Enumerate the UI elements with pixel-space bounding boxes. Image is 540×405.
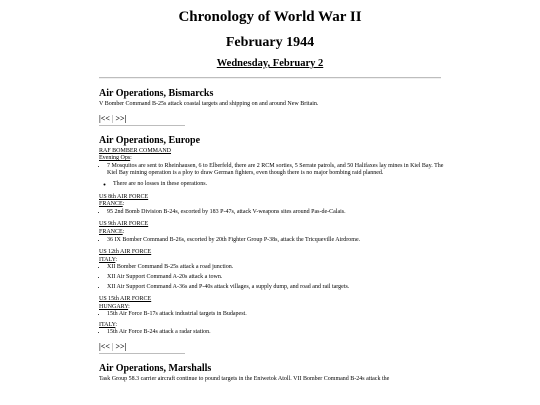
section-text: V Bomber Command B-25s attack coastal targets and shipping on and around New Britain. (99, 101, 319, 107)
list (99, 329, 444, 337)
country-label[interactable]: FRANCE (99, 228, 123, 235)
raf-bomber-command-label[interactable]: RAF BOMBER COMMAND (99, 147, 172, 154)
nav-next-link[interactable]: >>| (115, 342, 127, 352)
country-label[interactable]: ITALY (99, 321, 116, 328)
us8-label[interactable]: US 8th AIR FORCE (99, 193, 149, 200)
nav-separator: | (111, 113, 114, 123)
list (99, 311, 444, 319)
list (99, 181, 444, 189)
list-item: • 95 2nd Bomb Division B-24s, escorted by 183 P-47s, attack V-weapons sites around Pas-de-Calais. (107, 209, 444, 217)
list-item: • XII Air Support Command A-20s attack a town. (107, 274, 444, 282)
us12-label[interactable]: US 12th AIR FORCE (99, 249, 152, 256)
nav-prev-link[interactable]: |<< (99, 342, 110, 352)
list-item: • 15th Air Force B-17s attack industrial targets in Budapest. (107, 311, 444, 319)
section-heading: Air Operations, Bismarcks (99, 88, 214, 99)
nav-next-link[interactable]: >>| (115, 113, 127, 123)
us9-label[interactable]: US 9th AIR FORCE (99, 221, 149, 228)
nav-prev-link[interactable]: |<< (99, 113, 110, 123)
list (99, 163, 444, 178)
list-item: • 7 Mosquitos are sent to Rheinhausen, 6 to Elberfeld, there are 2 RCM sorties, 5 Serrate patrols, and 50 Halifaxes lay mines in Kiel Bay. The Kiel Bay mining operation is a ploy to draw German fighters, even though there is no major bombing raid planned. (107, 163, 444, 178)
country-label[interactable]: HUNGARY (99, 303, 129, 310)
list (99, 237, 444, 245)
section-bismarcks (99, 88, 444, 126)
section-heading: Air Operations, Marshalls (99, 363, 212, 375)
section-marshalls (99, 363, 444, 384)
list-item: • XII Bomber Command B-25s attack a road junction. (107, 264, 444, 272)
nav-separator: | (111, 342, 114, 352)
us15-label[interactable]: US 15th AIR FORCE (99, 296, 152, 303)
page-title: Chronology of World War II (178, 9, 362, 25)
evening-ops-label[interactable]: Evening Ops (99, 155, 131, 162)
section-text: Task Group 58.3 carrier aircraft continue to pound targets in the Eniwetok Atoll. VII Bomber Command B-24s attack the (99, 376, 390, 383)
list (99, 264, 444, 291)
list-item: • 15th Air Force B-24s attack a radar station. (107, 329, 444, 337)
date-heading: Wednesday, February 2 (216, 58, 324, 69)
section-nav (99, 114, 444, 123)
list-item: • XII Air Support Command A-36s and P-40s attack villages, a supply dump, and road and rail targets. (107, 284, 444, 292)
page-subtitle: February 1944 (225, 35, 315, 50)
list-item: ◦ There are no losses in these operations. (113, 181, 444, 189)
content (99, 88, 444, 384)
section-heading: Air Operations, Europe (99, 134, 201, 146)
section-europe: Air Operations, Europe RAF BOMBER COMMAND Evening Ops: • 7 Mosquitos are sent to Rheinhausen, 6 to Elberfeld, there are 2 RCM sorties, 5 Serrate patrols, and 50 Halifaxes lay mines in Kiel Bay. The Kiel Bay mining operation is a ploy to draw German fighters, even though there is no major bombing raid planned. ◦ There are no losses in these operations. US 8th AIR FORCE FRANCE: • 95 2nd Bomb Division B-24s, escorted by 183 P-47s, attack V-weapons sites around Pas-de-Calais. US 9th AIR FORCE FRANCE: • 36 IX Bomber Command B-26s, escorted by 20th Fighter Group P-38s, attack the Tricqueville Airdrome. US 12th AIR FORCE ITALY: • XII Bomber Command B-25s attack a road junction. • XII Air Support Command A-20s attack a town. • XII Air Support Command A-36s and P-40s attack villages, a supply dump, and road and rail targets. US 15th AIR FORCE HUNGARY: • 15th Air Force B-17s attack industrial targets in Budapest. ITALY: • 15th Air Force B-24s attack a radar station. |<< | >>| (99, 135, 444, 354)
country-label[interactable]: FRANCE (99, 201, 123, 208)
list (99, 209, 444, 217)
divider (99, 77, 441, 79)
list-item: • 36 IX Bomber Command B-26s, escorted by 20th Fighter Group P-38s, attack the Tricqueville Airdrome. (107, 237, 444, 245)
section-nav (99, 342, 444, 351)
country-label[interactable]: ITALY (99, 256, 116, 263)
